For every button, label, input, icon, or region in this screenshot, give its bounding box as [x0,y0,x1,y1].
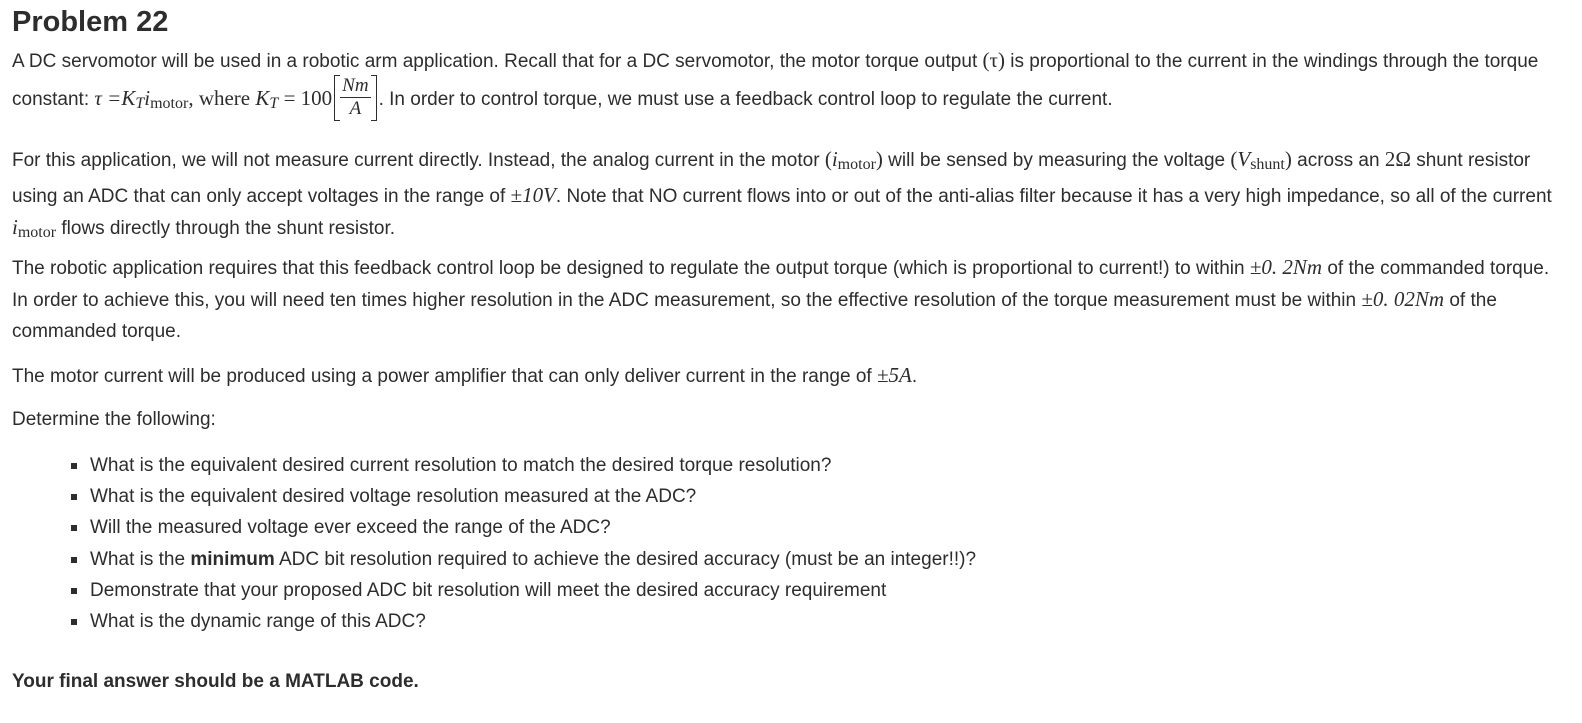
p2-text-b: will be sensed by measuring the voltage [888,150,1226,171]
p2-text-c: across an [1297,150,1380,171]
p2-text-e: . Note that NO current flows into or out of the anti-alias filter because it has a very high impedance, so all of the current [555,186,1552,207]
bullet-square-icon [71,525,77,531]
torque-equation: τ =KTimotor [94,86,189,113]
p1-text-a: A DC servomotor will be used in a robotic arm application. Recall that for a DC servomotor, the motor torque output [12,51,978,72]
kt-equation: KT = 100 [255,86,333,113]
p2-text-f: flows directly through the shunt resistor. [61,218,396,239]
p4-text-a: The motor current will be produced using a power amplifier that can only deliver current in the range of [12,366,872,387]
adc-voltage-range: ±10V [510,183,556,207]
paragraph-amplifier: The motor current will be produced using a power amplifier that can only deliver current in the range of ±5A. [12,363,918,387]
paragraph-torque-requirement [12,252,1552,347]
list-item: What is the dynamic range of this ADC? [70,606,976,637]
question-list [70,450,976,637]
fraction-denominator: A [349,98,362,119]
p3-text-a: The robotic application requires that this feedback control loop be designed to regulate the output torque (which is proportional to current!) to within [12,258,1245,279]
ohm-value: 2Ω [1384,147,1411,171]
bullet-square-icon [71,557,77,563]
p3-text-b: of the commanded torque. In order to achieve this, you will need ten times higher resolution in the ADC measurement, so the effective resolution of the torque measurement must be within [12,258,1550,311]
list-item: Will the measured voltage ever exceed the range of the ADC? [70,512,976,543]
p1-text-b: is proportional to the current in the windings through the torque constant: [12,51,1539,111]
paragraph-current-sensing [12,144,1552,248]
p1-text-c: . In order to control torque, we must use a feedback control loop to regulate the current. [378,89,1113,111]
torque-tolerance: ±0. 2Nm [1249,255,1323,279]
list-item: What is the equivalent desired current resolution to match the desired torque resolution? [70,450,976,481]
p2-text-a: For this application, we will not measure current directly. Instead, the analog current in the motor [12,150,820,171]
list-item: Demonstrate that your proposed ADC bit resolution will meet the desired accuracy requirement [70,575,976,606]
fraction-numerator: Nm [342,75,369,96]
paragraph-servomotor-intro [12,45,1552,123]
final-answer-instruction: Your final answer should be a MATLAB code. [12,671,419,692]
where-text: , where [188,86,251,111]
bullet-square-icon [71,463,77,469]
problem-title: Problem 22 [12,6,169,38]
vshunt-symbol: (Vshunt) [1230,147,1292,173]
bullet-square-icon [71,588,77,594]
p3-text-c: of the commanded torque. [12,290,1497,342]
imotor-symbol: (imotor) [824,147,883,173]
imotor-symbol-2: imotor [12,215,57,241]
bullet-square-icon [71,619,77,625]
list-item: What is the minimum ADC bit resolution required to achieve the desired accuracy (must be an integer!!)? [70,544,976,575]
paragraph-determine: Determine the following: [12,409,216,430]
torque-resolution: ±0. 02Nm [1361,287,1445,311]
amplifier-current-range: ±5A [876,363,912,387]
list-item: What is the equivalent desired voltage resolution measured at the ADC? [70,481,976,512]
tau-symbol: (τ) [982,48,1005,72]
p2-text-d: shunt resistor using an ADC that can only accept voltages in the range of [12,150,1531,207]
bullet-square-icon [71,494,77,500]
unit-fraction [334,75,376,121]
